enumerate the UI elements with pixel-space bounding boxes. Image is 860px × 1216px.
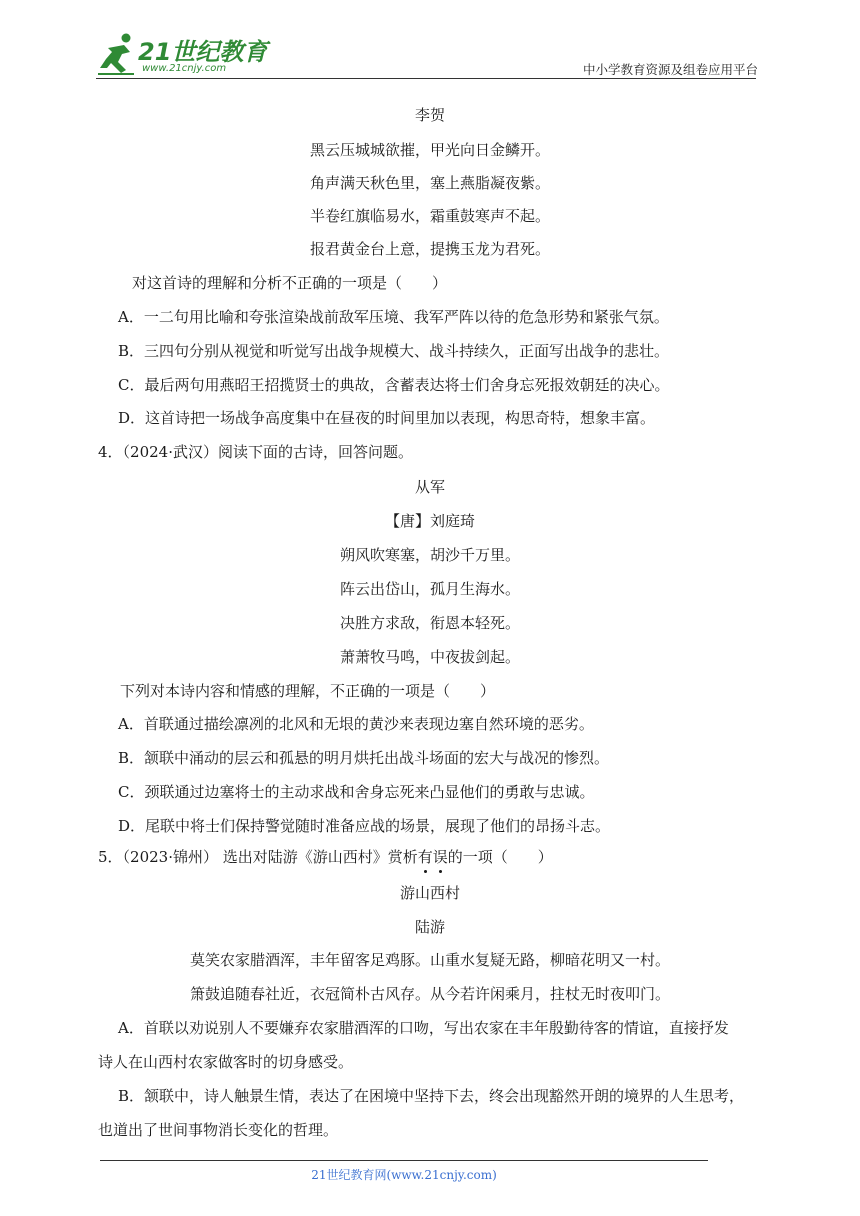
header-platform-text: 中小学教育资源及组卷应用平台: [582, 62, 758, 77]
q5-stem: [98, 847, 553, 867]
q5-author: 陆游: [414, 918, 445, 936]
q3-poem-line-3: 半卷红旗临易水，霜重鼓寒声不起。: [309, 207, 550, 225]
q4-stem: 4．（2024·武汉）阅读下面的古诗，回答问题。: [98, 443, 413, 461]
q3-option-b: B．三四句分别从视觉和听觉写出战争规模大、战斗持续久，正面写出战争的悲壮。: [118, 342, 670, 360]
page-header: [0, 0, 860, 82]
q4-poem-line-1: 朔风吹寒塞，胡沙千万里。: [339, 546, 520, 564]
q5-option-b-line-1: B．颔联中，诗人触景生情，表达了在困境中坚持下去，终会出现豁然开朗的境界的人生思考，: [118, 1087, 745, 1105]
q4-option-a: A．首联通过描绘凛冽的北风和无垠的黄沙来表现边塞自然环境的恶劣。: [118, 715, 594, 733]
q3-option-d: D．这首诗把一场战争高度集中在昼夜的时间里加以表现，构思奇特，想象丰富。: [118, 409, 656, 427]
q5-stem-emphasis: [418, 848, 448, 866]
q5-poem-line-2: 箫鼓追随春社近，衣冠简朴古风存。从今若许闲乘月，拄杖无时夜叩门。: [189, 985, 670, 1003]
emphasis-char: 误: [432, 848, 448, 866]
q5-stem-before: 5．（2023·锦州） 选出对陆游《游山西村》赏析: [98, 848, 418, 866]
runner-logo-icon: [96, 32, 140, 76]
q5-option-a-line-2: 诗人在山西村农家做客时的切身感受。: [98, 1053, 354, 1071]
q3-option-a: A．一二句用比喻和夸张渲染战前敌军压境、我军严阵以待的危急形势和紧张气氛。: [118, 308, 669, 326]
q4-poem-line-2: 阵云出岱山，孤月生海水。: [339, 580, 520, 598]
q4-option-c: C．颈联通过边塞将士的主动求战和舍身忘死来凸显他们的勇敢与忠诚。: [118, 783, 595, 801]
q4-author: 【唐】刘庭琦: [384, 512, 475, 530]
q5-option-a-line-1: A．首联以劝说别人不要嫌弃农家腊酒浑的口吻，写出农家在丰年殷勤待客的情谊，直接抒发: [118, 1019, 729, 1037]
q3-question: 对这首诗的理解和分析不正确的一项是（ ）: [132, 274, 448, 292]
q3-poem-line-1: 黑云压城城欲摧，甲光向日金鳞开。: [309, 141, 550, 159]
q5-title: 游山西村: [399, 884, 460, 902]
q3-author: 李贺: [414, 106, 445, 124]
header-divider: [96, 78, 756, 79]
logo-url: www.21cnjy.com: [142, 63, 227, 74]
q5-poem-line-1: 莫笑农家腊酒浑，丰年留客足鸡豚。山重水复疑无路，柳暗花明又一村。: [189, 951, 670, 969]
q4-option-d: D．尾联中将士们保持警觉随时准备应战的场景，展现了他们的昂扬斗志。: [118, 817, 611, 835]
q3-option-c: C．最后两句用燕昭王招揽贤士的典故，含蓄表达将士们舍身忘死报效朝廷的决心。: [118, 376, 670, 394]
emphasis-char: 有: [417, 848, 433, 866]
q3-poem-line-2: 角声满天秋色里，塞上燕脂凝夜紫。: [309, 174, 550, 192]
q5-option-b-line-2: 也道出了世间事物消长变化的哲理。: [98, 1121, 339, 1139]
q4-title: 从军: [414, 478, 445, 496]
footer-divider: [100, 1160, 708, 1161]
logo-text: 21世纪教育: [138, 38, 268, 66]
q4-option-b: B．颔联中涌动的层云和孤悬的明月烘托出战斗场面的宏大与战况的惨烈。: [118, 749, 610, 767]
q4-question: 下列对本诗内容和情感的理解，不正确的一项是（ ）: [120, 682, 496, 700]
footer-link[interactable]: 21世纪教育网(www.21cnjy.com): [311, 1168, 497, 1182]
q4-poem-line-3: 决胜方求敌，衔恩本轻死。: [339, 614, 520, 632]
q3-poem-line-4: 报君黄金台上意，提携玉龙为君死。: [309, 240, 550, 258]
logo: [96, 32, 266, 78]
q5-stem-after: 的一项（ ）: [447, 848, 553, 866]
q4-poem-line-4: 萧萧牧马鸣，中夜拔剑起。: [339, 648, 520, 666]
